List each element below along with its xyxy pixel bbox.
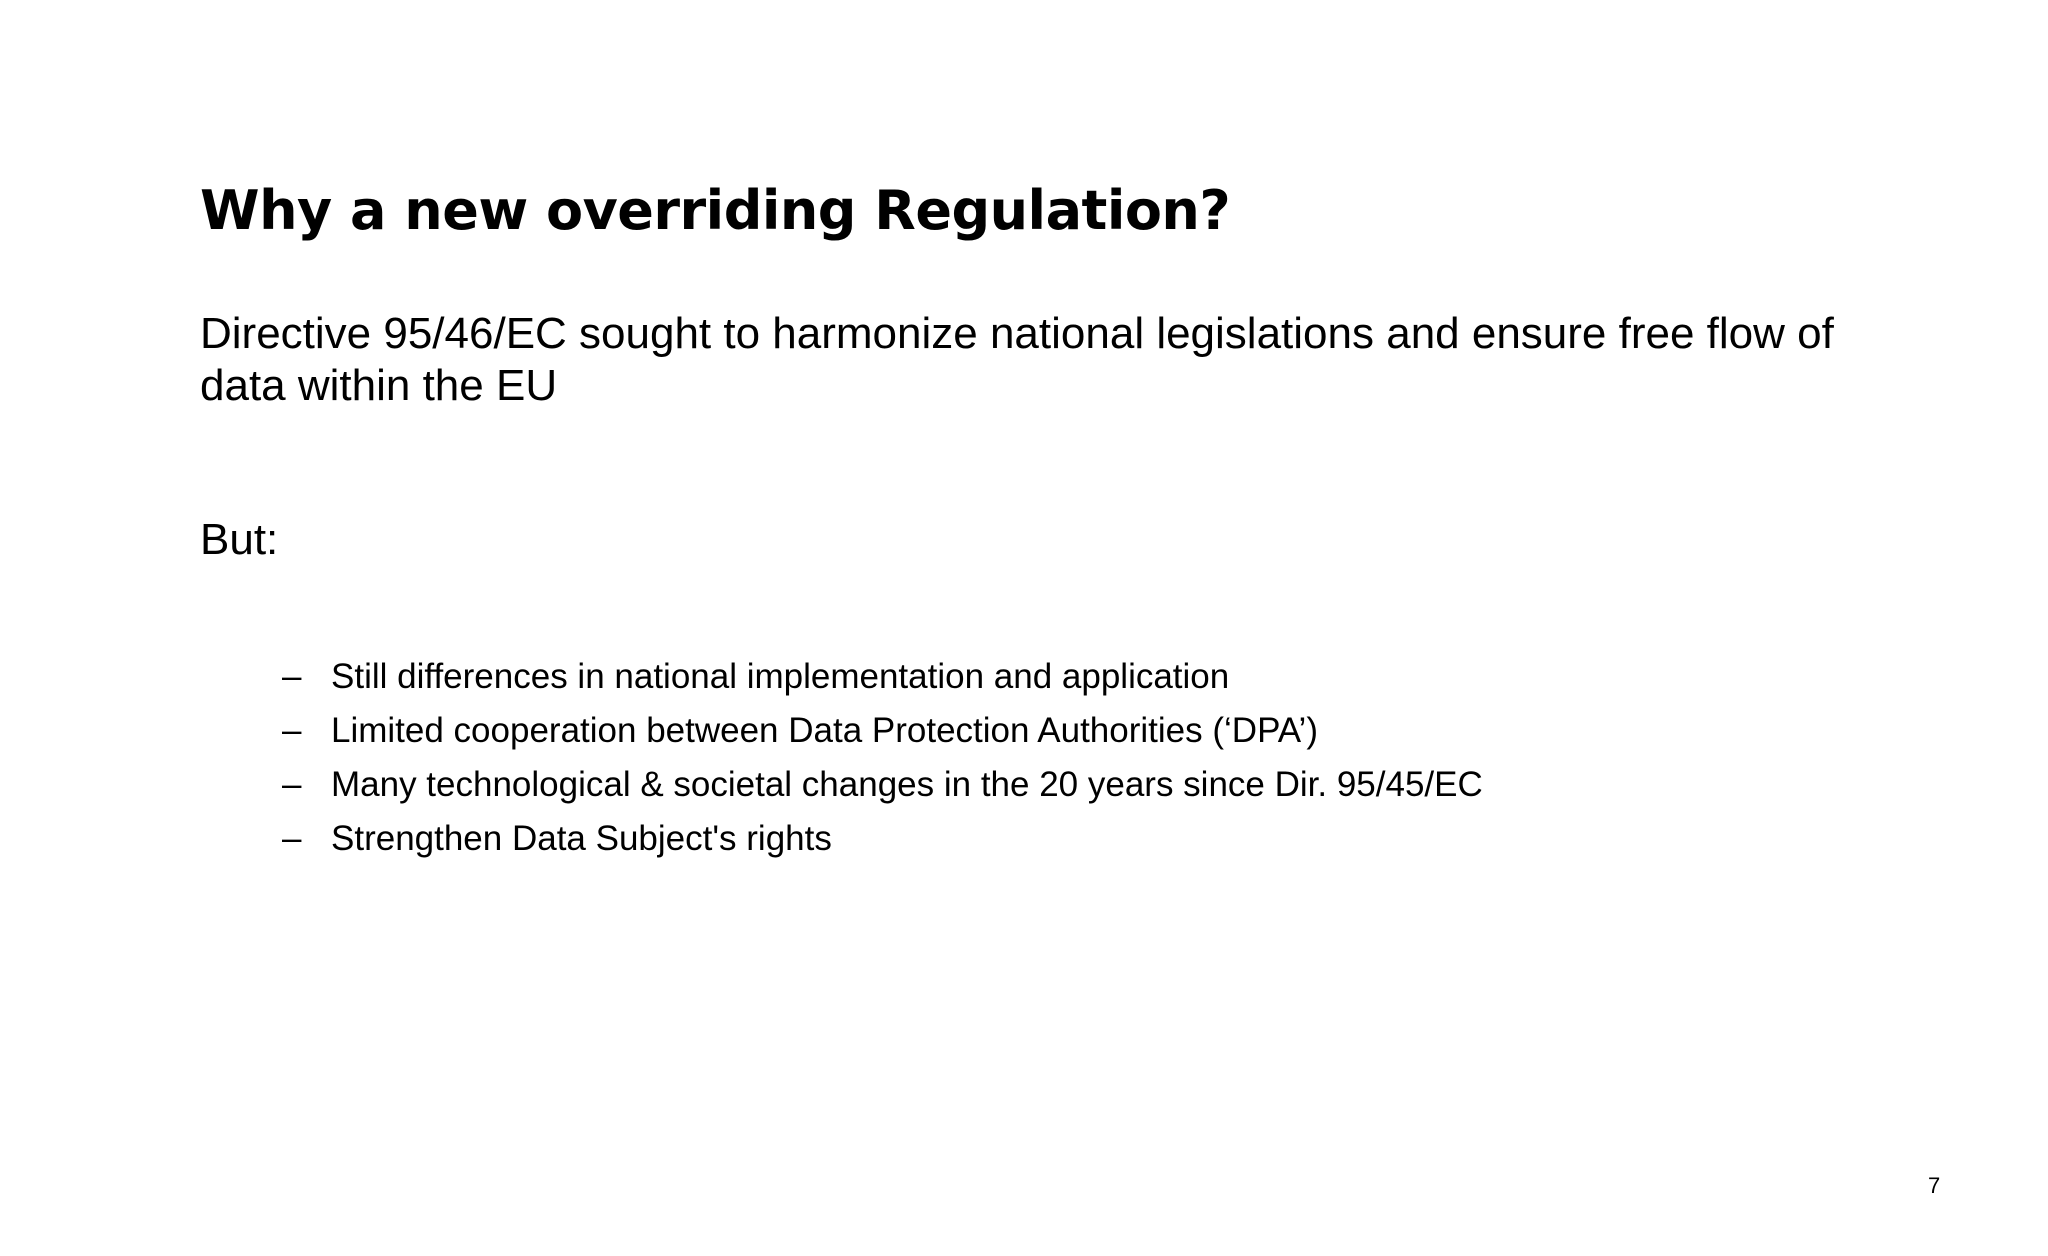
bullet-item	[282, 758, 1782, 812]
bullet-list	[282, 650, 1782, 866]
page-number: 7	[1928, 1173, 1941, 1198]
bullet-dash: –	[282, 657, 302, 696]
bullet-dash: –	[282, 765, 302, 804]
bullet-item	[282, 704, 1782, 758]
bullet-text: Strengthen Data Subject's rights	[331, 819, 832, 858]
bullet-text: Still differences in national implementation and application	[331, 657, 1230, 696]
bullet-item	[282, 650, 1782, 704]
slide-title: Why a new overriding Regulation?	[200, 179, 1231, 242]
bullet-dash: –	[282, 711, 302, 750]
but-label: But:	[200, 515, 279, 564]
bullet-item	[282, 812, 1782, 866]
bullet-text: Many technological & societal changes in the 20 years since Dir. 95/45/EC	[331, 765, 1483, 804]
intro-paragraph: Directive 95/46/EC sought to harmonize national legislations and ensure free flow of data within the EU	[200, 309, 1834, 410]
bullet-text: Limited cooperation between Data Protection Authorities (‘DPA’)	[331, 711, 1318, 750]
bullet-dash: –	[282, 819, 302, 858]
